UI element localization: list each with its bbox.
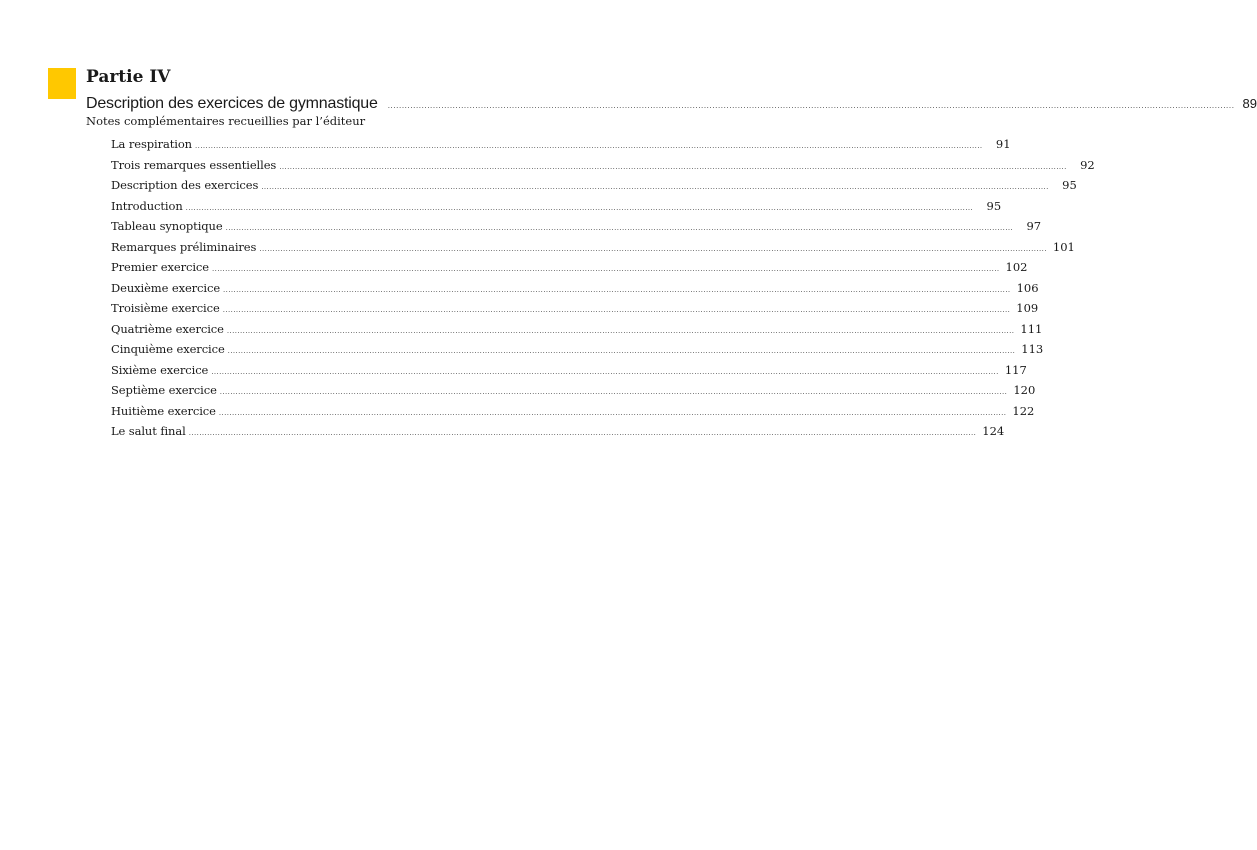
toc-entry[interactable] (111, 362, 1027, 384)
toc-entry[interactable] (111, 280, 1039, 302)
toc-entry-label: Sixième exercice (111, 362, 209, 377)
toc-entry-page-number: 95 (1062, 178, 1077, 192)
dot-leader: ............................................................................................................................................................................................................................................................................................................ (279, 162, 1067, 171)
toc-entry-label: Description des exercices (111, 178, 259, 192)
dot-leader: ............................................................................................................................................................................................................................................................................................................ (387, 101, 1235, 110)
toc-entry-page-number: 117 (1004, 362, 1027, 377)
main-entry-title: Description des exercices de gymnastique (86, 95, 378, 112)
toc-entry-label: Le salut final (111, 424, 186, 438)
toc-entry-page-number: 111 (1020, 321, 1043, 336)
toc-entry[interactable] (111, 198, 1002, 220)
toc-entry-page-number: 95 (986, 198, 1002, 213)
toc-entry[interactable] (111, 219, 1042, 240)
dot-leader: ............................................................................................................................................................................................................................................................................................................ (211, 265, 1000, 273)
toc-entry-label: Cinquième exercice (111, 342, 225, 356)
toc-entry[interactable] (111, 403, 1035, 425)
dot-leader: ............................................................................................................................................................................................................................................................................................................ (211, 367, 999, 376)
dot-leader: ............................................................................................................................................................................................................................................................................................................ (226, 326, 1015, 335)
toc-entry[interactable] (111, 137, 1011, 158)
toc-entry-label: Tableau synoptique (111, 219, 223, 233)
dot-leader: ............................................................................................................................................................................................................................................................................................................ (227, 347, 1016, 355)
toc-entry-label: Quatrième exercice (111, 321, 224, 336)
toc-entry-page-number: 109 (1016, 301, 1039, 315)
toc-entry-page-number: 92 (1080, 157, 1095, 172)
part-marker-square (48, 68, 76, 99)
part-title: Partie IV (86, 67, 171, 87)
toc-entry-page-number: 91 (995, 137, 1011, 151)
toc-entry[interactable] (111, 178, 1077, 199)
toc-entry-label: Introduction (111, 198, 183, 213)
toc-entry-label: Trois remarques essentielles (111, 157, 277, 172)
dot-leader: ............................................................................................................................................................................................................................................................................................................ (218, 408, 1007, 417)
toc-list (111, 137, 1095, 445)
toc-entry-label: Deuxième exercice (111, 280, 221, 295)
main-entry-page-number: 89 (1242, 96, 1257, 111)
toc-entry[interactable] (111, 260, 1028, 281)
toc-entry-label: Troisième exercice (111, 301, 220, 315)
dot-leader: ............................................................................................................................................................................................................................................................................................................ (225, 224, 1014, 232)
toc-entry[interactable] (111, 239, 1075, 261)
dot-leader: ............................................................................................................................................................................................................................................................................................................ (261, 183, 1049, 191)
toc-entry[interactable] (111, 321, 1043, 343)
toc-entry-label: Premier exercice (111, 260, 209, 274)
dot-leader: ............................................................................................................................................................................................................................................................................................................ (223, 285, 1011, 294)
main-toc-entry[interactable] (86, 95, 1257, 115)
toc-entry-page-number: 113 (1021, 342, 1044, 356)
toc-entry[interactable] (111, 157, 1095, 179)
toc-entry-page-number: 97 (1026, 219, 1042, 233)
toc-entry[interactable] (111, 301, 1039, 322)
toc-entry-page-number: 102 (1005, 260, 1028, 274)
toc-entry-label: Remarques préliminaires (111, 239, 257, 254)
toc-entry-label: La respiration (111, 137, 192, 151)
toc-entry-label: Huitième exercice (111, 403, 216, 418)
toc-entry-page-number: 120 (1013, 383, 1036, 397)
section-subtitle: Notes complémentaires recueillies par l’éditeur (86, 114, 366, 128)
dot-leader: ............................................................................................................................................................................................................................................................................................................ (185, 203, 974, 212)
toc-entry-page-number: 106 (1016, 280, 1039, 295)
toc-entry[interactable] (111, 424, 1005, 445)
toc-entry-page-number: 101 (1052, 239, 1075, 254)
dot-leader: ............................................................................................................................................................................................................................................................................................................ (188, 429, 977, 437)
toc-entry-page-number: 124 (982, 424, 1005, 438)
toc-entry-label: Septième exercice (111, 383, 217, 397)
dot-leader: ............................................................................................................................................................................................................................................................................................................ (194, 142, 983, 150)
toc-entry-page-number: 122 (1012, 403, 1035, 418)
toc-entry[interactable] (111, 383, 1036, 404)
dot-leader: ............................................................................................................................................................................................................................................................................................................ (219, 388, 1008, 396)
dot-leader: ............................................................................................................................................................................................................................................................................................................ (259, 244, 1047, 253)
dot-leader: ............................................................................................................................................................................................................................................................................................................ (222, 306, 1011, 314)
toc-entry[interactable] (111, 342, 1044, 363)
